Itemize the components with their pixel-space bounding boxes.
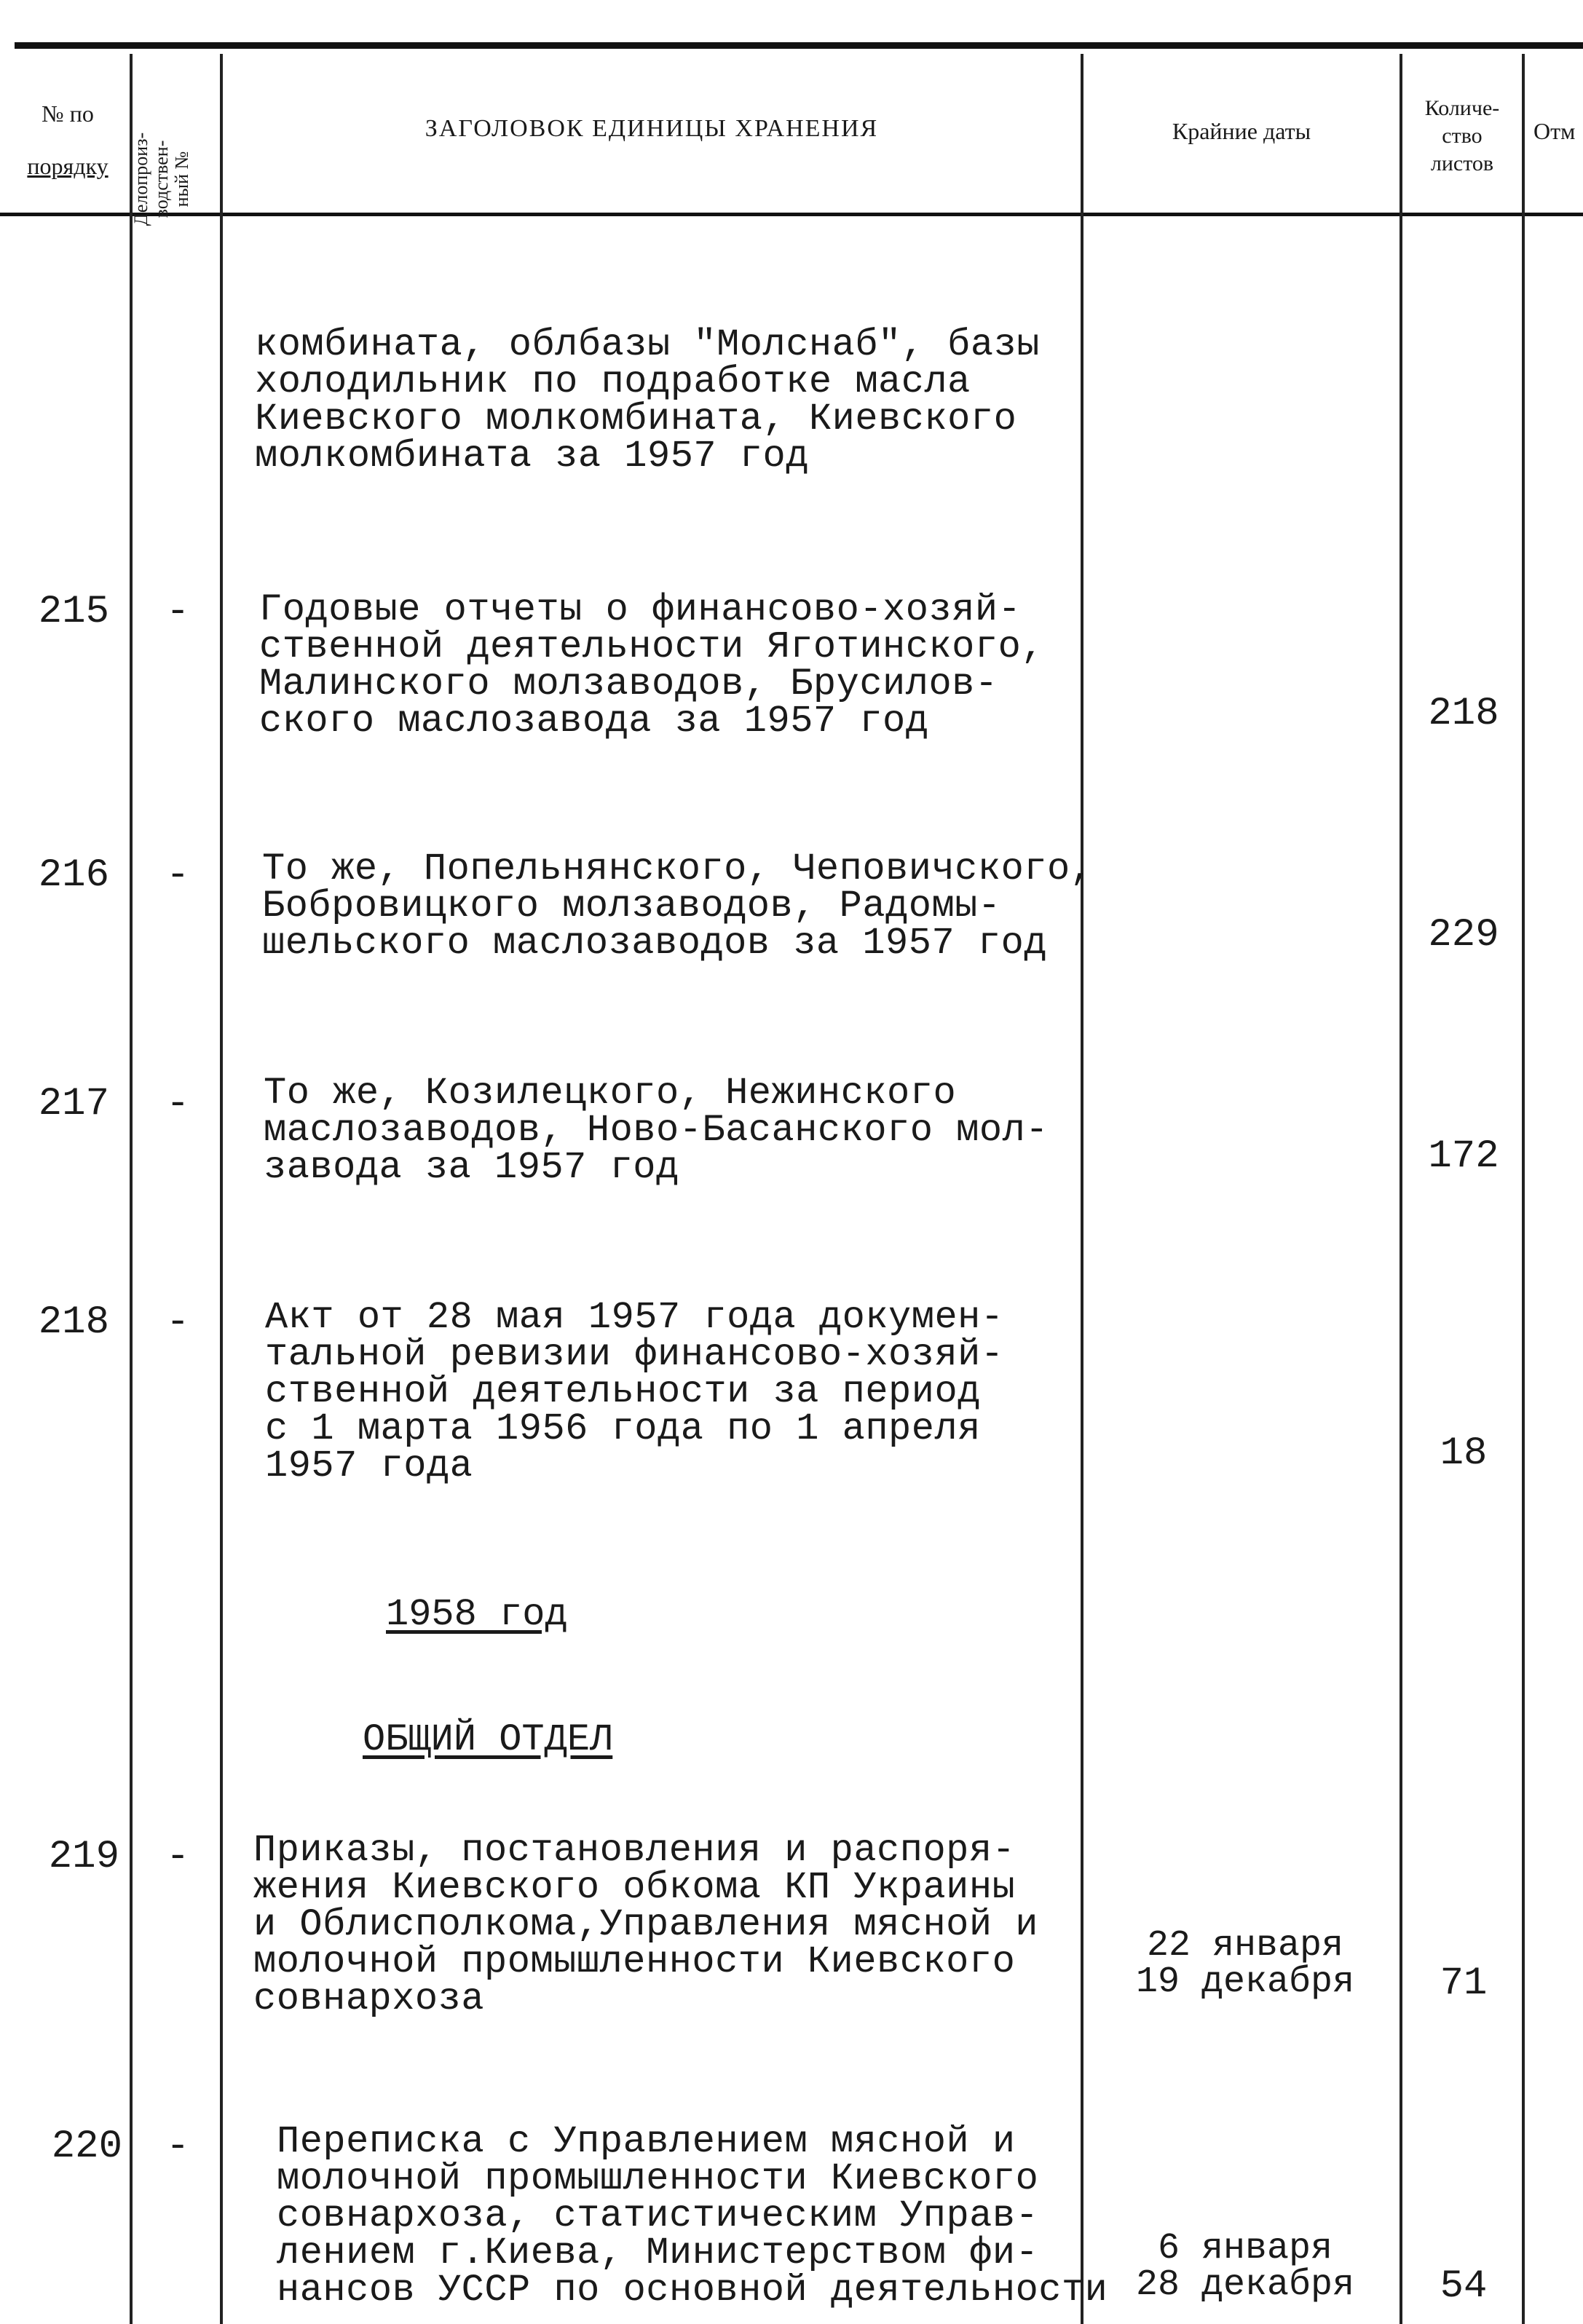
entry-date-range xyxy=(1100,2228,1391,2306)
column-divider-dates xyxy=(1400,54,1402,2324)
header-title-column: ЗАГОЛОВОК ЕДИНИЦЫ ХРАНЕНИЯ xyxy=(425,115,879,142)
entry-title xyxy=(262,847,1107,965)
text-line: с 1 марта 1956 года по 1 апреля xyxy=(265,1407,981,1450)
header-dates-column: Крайние даты xyxy=(1172,118,1311,144)
header-count-line2: ство xyxy=(1442,124,1483,148)
text-line: маслозаводов, Ново-Басанского мол- xyxy=(264,1109,1049,1152)
text-line: молкомбината за 1957 год xyxy=(255,435,809,478)
entry-delo: - xyxy=(166,2125,190,2169)
entry-title xyxy=(264,1072,1108,1189)
text-line: тальной ревизии финансово-хозяй- xyxy=(265,1333,1004,1376)
column-divider-number xyxy=(130,54,133,2324)
entry-title xyxy=(253,1829,1098,2020)
text-line: нансов УССР по основной деятельности xyxy=(277,2269,1108,2312)
header-count-column xyxy=(1402,95,1522,178)
entry-sheet-count: 229 xyxy=(1428,913,1499,957)
section-year-heading: 1958 год xyxy=(386,1593,568,1636)
text-line: молочной промышленности Киевского xyxy=(253,1940,1016,1983)
header-delo-line2: водствен- xyxy=(151,140,172,218)
header-delo-column xyxy=(131,99,218,259)
text-line: Акт от 28 мая 1957 года докумен- xyxy=(265,1296,1004,1339)
entry-delo: - xyxy=(166,853,190,898)
text-line: Малинского молзаводов, Брусилов- xyxy=(259,663,998,706)
column-divider-count xyxy=(1522,54,1525,2324)
header-delo-line3: ный № xyxy=(171,151,192,208)
text-line: То же, Козилецкого, Нежинского xyxy=(264,1072,957,1115)
entry-end-date: 19 декабря xyxy=(1135,1961,1355,2003)
entry-start-date: 22 января xyxy=(1146,1925,1344,1967)
text-line: ского маслозавода за 1957 год xyxy=(259,700,929,743)
entry-sheet-count: 71 xyxy=(1440,1961,1488,2006)
text-line: Бобровицкого молзаводов, Радомы- xyxy=(262,885,1001,928)
text-line: 1957 года xyxy=(265,1444,473,1487)
text-line: совнархоза xyxy=(253,1977,485,2020)
text-line: Киевского молкомбината, Киевского xyxy=(255,398,1017,440)
header-number-line2: порядку xyxy=(27,153,108,179)
entry-sheet-count: 172 xyxy=(1428,1134,1499,1179)
entry-end-date: 28 декабря xyxy=(1135,2264,1355,2306)
text-line: То же, Попельнянского, Чеповичского, xyxy=(262,847,1094,890)
text-line: ственной деятельности за период xyxy=(265,1370,981,1413)
entry-sheet-count: 18 xyxy=(1440,1431,1488,1476)
text-line: Приказы, постановления и распоря- xyxy=(253,1829,1016,1872)
entry-title xyxy=(277,2120,1121,2312)
header-count-line3: листов xyxy=(1430,151,1494,175)
entry-number: 216 xyxy=(38,853,109,898)
header-delo-line1: Делопроиз- xyxy=(130,132,151,226)
text-line: и Облисполкома,Управления мясной и xyxy=(253,1903,1038,1946)
text-line: лением г.Киева, Министерством фи- xyxy=(277,2232,1039,2274)
text-line: шельского маслозаводов за 1957 год xyxy=(262,922,1047,965)
header-bottom-rule xyxy=(0,213,1583,216)
entry-number: 217 xyxy=(38,1082,109,1126)
text-line: завода за 1957 год xyxy=(264,1146,679,1189)
text-line: комбината, облбазы "Молснаб", базы xyxy=(255,323,1040,366)
header-notes-column: Отм xyxy=(1533,118,1576,144)
entry-delo: - xyxy=(166,1082,190,1126)
entry-title xyxy=(265,1296,1110,1487)
header-number-line1: № по xyxy=(42,100,94,127)
text-line: молочной промышленности Киевского xyxy=(277,2157,1039,2200)
text-line: Годовые отчеты о финансово-хозяй- xyxy=(259,588,1022,631)
top-border-rule xyxy=(15,42,1583,49)
entry-delo: - xyxy=(166,1835,190,1879)
text-line: жения Киевского обкома КП Украины xyxy=(253,1866,1016,1909)
header-number-column xyxy=(6,87,130,192)
column-divider-delo xyxy=(220,54,223,2324)
entry-delo: - xyxy=(166,1300,190,1345)
entry-number: 219 xyxy=(48,1835,119,1879)
text-line: Переписка с Управлением мясной и xyxy=(277,2120,1016,2163)
section-department-heading: ОБЩИЙ ОТДЕЛ xyxy=(363,1718,613,1761)
text-line: холодильник по подработке масла xyxy=(255,360,971,403)
entry-number: 220 xyxy=(51,2125,122,2169)
text-line: совнархоза, статистическим Управ- xyxy=(277,2194,1039,2237)
entry-start-date: 6 января xyxy=(1157,2228,1333,2269)
entry-number: 215 xyxy=(38,590,109,634)
entry-date-range xyxy=(1100,1925,1391,2003)
entry-delo: - xyxy=(166,590,190,634)
entry-number: 218 xyxy=(38,1300,109,1345)
entry-sheet-count: 218 xyxy=(1428,692,1499,736)
entry-sheet-count: 54 xyxy=(1440,2264,1488,2309)
entry-title xyxy=(259,588,1104,743)
text-line: ственной деятельности Яготинского, xyxy=(259,625,1044,668)
continuation-text xyxy=(255,323,1100,478)
header-count-line1: Количе- xyxy=(1424,96,1500,120)
